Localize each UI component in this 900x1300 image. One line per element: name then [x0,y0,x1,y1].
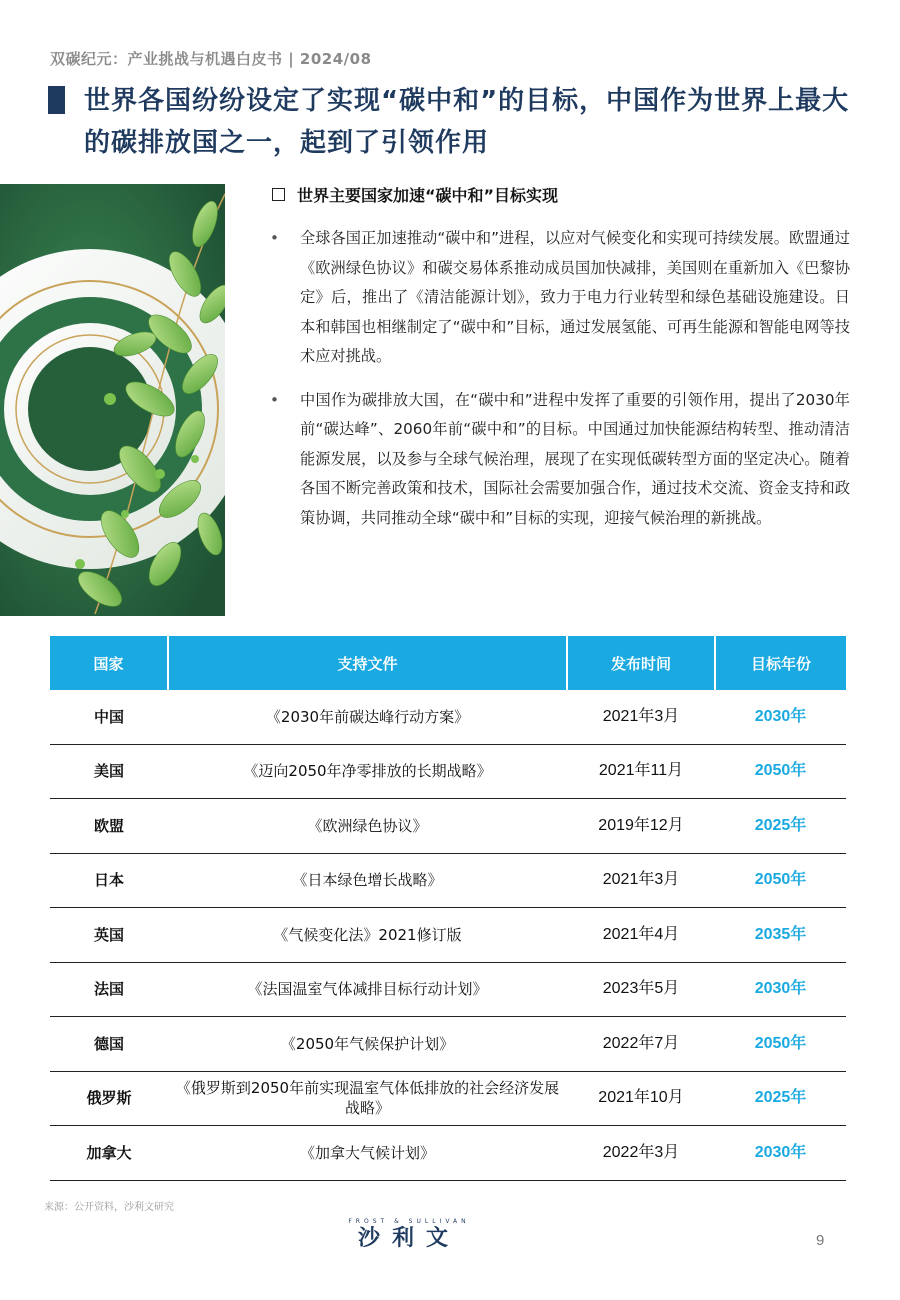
cell-country: 中国 [50,690,168,744]
cell-date: 2021年11月 [567,744,715,799]
cell-date: 2021年4月 [567,908,715,963]
table-row [50,744,846,799]
table-row [50,1017,846,1072]
source-note: 来源：公开资料，沙利文研究 [44,1202,174,1213]
cell-document: 《欧洲绿色协议》 [168,799,567,854]
cell-target: 2050年 [715,744,846,799]
cell-country: 日本 [50,853,168,908]
cell-document: 《法国温室气体减排目标行动计划》 [168,962,567,1017]
cell-country: 法国 [50,962,168,1017]
table-row [50,908,846,963]
cell-target: 2030年 [715,690,846,744]
bullet-dot-icon: • [270,390,279,409]
logo-chinese: 沙利文 [357,1226,460,1251]
cell-target: 2035年 [715,908,846,963]
cell-date: 2022年7月 [567,1017,715,1072]
bullet-text: 全球各国正加速推动“碳中和”进程，以应对气候变化和实现可持续发展。欧盟通过《欧洲绿色协议》和碳交易体系推动成员国加快减排，美国则在重新加入《巴黎协定》后，推出了《清洁能源计划》，致力于电力行业转型和绿色基础设施建设。日本和韩国也相继制定了“碳中和”目标，通过发展氢能、可再生能源和智能电网等技术应对挑战。 [300,229,850,365]
table-row [50,690,846,744]
bullet-item [268,224,850,372]
carbon-neutral-targets-table [50,636,846,1181]
cell-country: 加拿大 [50,1126,168,1181]
company-logo [344,1218,474,1252]
table-row [50,799,846,854]
section-heading [272,183,558,206]
bullet-item [268,386,850,534]
cell-date: 2023年5月 [567,962,715,1017]
cell-document: 《加拿大气候计划》 [168,1126,567,1181]
cell-date: 2022年3月 [567,1126,715,1181]
logo-english: FROST & SULLIVAN [348,1218,470,1225]
document-header: 双碳纪元：产业挑战与机遇白皮书 | 2024/08 [50,50,372,68]
header-date: 发布时间 [567,636,715,690]
cell-target: 2030年 [715,962,846,1017]
section-heading-text: 世界主要国家加速“碳中和”目标实现 [297,186,559,205]
table-row [50,1071,846,1126]
header-country: 国家 [50,636,168,690]
header-document: 支持文件 [168,636,567,690]
table-row [50,962,846,1017]
header-target: 目标年份 [715,636,846,690]
cell-country: 美国 [50,744,168,799]
title-accent-bar [48,86,65,114]
cell-country: 俄罗斯 [50,1071,168,1126]
cell-date: 2021年3月 [567,690,715,744]
cell-document: 《2030年前碳达峰行动方案》 [168,690,567,744]
cell-target: 2025年 [715,799,846,854]
cell-document: 《俄罗斯到2050年前实现温室气体低排放的社会经济发展战略》 [168,1071,567,1126]
cell-target: 2050年 [715,853,846,908]
cell-document: 《2050年气候保护计划》 [168,1017,567,1072]
bullet-dot-icon: • [270,229,279,247]
cell-document: 《日本绿色增长战略》 [168,853,567,908]
table-row [50,853,846,908]
page-title: 世界各国纷纷设定了实现“碳中和”的目标，中国作为世界上最大的碳排放国之一，起到了引领作用 [84,86,850,158]
cell-country: 英国 [50,908,168,963]
bullet-list [268,224,850,533]
cell-document: 《气候变化法》2021修订版 [168,908,567,963]
cell-target: 2050年 [715,1017,846,1072]
cell-target: 2030年 [715,1126,846,1181]
table-header-row [50,636,846,690]
cell-date: 2019年12月 [567,799,715,854]
bullet-text: 中国作为碳排放大国，在“碳中和”进程中发挥了重要的引领作用，提出了2030年前“碳达峰”、2060年前“碳中和”的目标。中国通过加快能源结构转型、推动清洁能源发展，以及参与全球气候治理，展现了在实现低碳转型方面的坚定决心。随着各国不断完善政策和技术，国际社会需要加强合作，通过技术交流、资金支持和政策协调，共同推动全球“碳中和”目标的实现，迎接气候治理的新挑战。 [300,390,850,527]
cell-country: 德国 [50,1017,168,1072]
cell-date: 2021年3月 [567,853,715,908]
page-number: 9 [816,1232,825,1249]
checkbox-icon [272,188,285,201]
table-row [50,1126,846,1181]
cell-country: 欧盟 [50,799,168,854]
cell-date: 2021年10月 [567,1071,715,1126]
cell-document: 《迈向2050年净零排放的长期战略》 [168,744,567,799]
hero-leaf-image [0,184,225,616]
leaf-illustration-icon [0,184,225,616]
cell-target: 2025年 [715,1071,846,1126]
